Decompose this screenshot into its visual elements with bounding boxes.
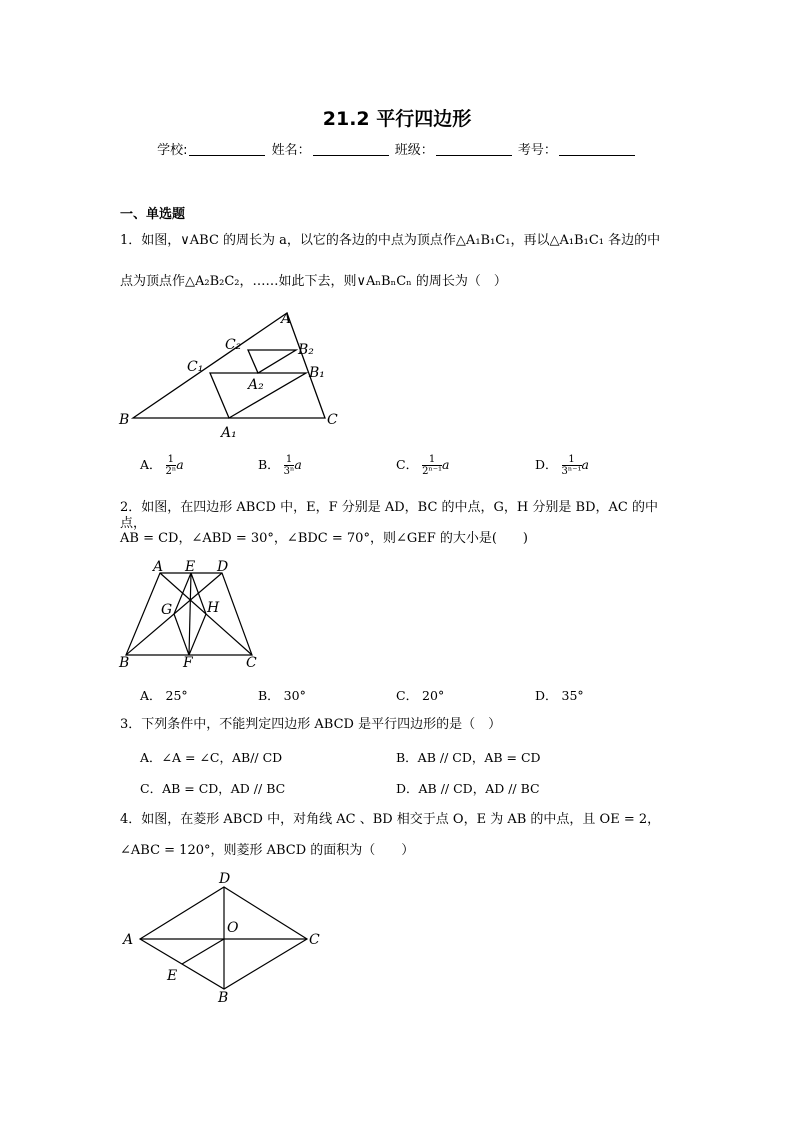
q1-line2: 点为顶点作△A₂B₂C₂，……如此下去，则∨AₙBₙCₙ 的周长为（ ） (120, 274, 507, 289)
label-c1: C₁ (187, 359, 204, 375)
triangle-abc (133, 313, 325, 418)
q2-option-d[interactable]: D． 35° (535, 688, 584, 703)
label-a: A (153, 559, 164, 575)
label-c: C (246, 655, 257, 671)
label-b: B (119, 655, 130, 671)
label-b: B (119, 412, 130, 428)
q2-line1: 2．如图，在四边形 ABCD 中，E，F 分别是 AD，BC 的中点，G，H 分别是 BD，AC 的中点， (120, 500, 658, 531)
label-f: F (183, 655, 193, 671)
q4-line1: 4．如图，在菱形 ABCD 中，对角线 AC 、BD 相交于点 O，E 为 AB 的中点，且 OE = 2， (120, 812, 661, 827)
q3-option-a[interactable]: A．∠A = ∠C，AB// CD (140, 750, 283, 765)
label-h: H (207, 600, 220, 616)
q1-line1: 1．如图，∨ABC 的周长为 a，以它的各边的中点为顶点作△A₁B₁C₁，再以△A₁B₁C₁ 各边的中 (120, 233, 661, 248)
q3-line1: 3．下列条件中，不能判定四边形 ABCD 是平行四边形的是（ ） (120, 717, 502, 732)
label-d: D (217, 559, 229, 575)
label-a1: A₁ (221, 425, 237, 441)
section-heading: 一、单选题 (120, 207, 186, 222)
class-label: 班级： (394, 143, 434, 158)
q2-quadrilateral-figure (115, 557, 275, 672)
page-title: 21.2 平行四边形 (322, 108, 472, 130)
label-g: G (161, 602, 173, 618)
q1-option-d[interactable]: D． $\frac{1}{\text{3ⁿ⁻¹}}$ a (535, 454, 589, 477)
q1-triangle-figure (115, 305, 355, 445)
name-label: 姓名： (271, 143, 311, 158)
school-label: 学校: (157, 143, 188, 158)
label-c: C (309, 932, 320, 948)
q2-option-c[interactable]: C． 20° (396, 688, 445, 703)
label-c2: C₂ (225, 337, 242, 353)
number-blank[interactable] (559, 143, 635, 156)
q3-option-b[interactable]: B．AB // CD，AB = CD (396, 750, 541, 765)
label-c: C (327, 412, 338, 428)
label-e: E (167, 968, 178, 984)
label-b1: B₁ (309, 365, 325, 381)
q2-line2: AB = CD，∠ABD = 30°，∠BDC = 70°，则∠GEF 的大小是( ) (120, 531, 529, 546)
student-info-bar (0, 139, 794, 158)
q1-option-a[interactable]: A． $\frac{1}{\text{2ⁿ}}$ a (140, 454, 184, 477)
label-a: A (281, 311, 292, 327)
label-e: E (185, 559, 196, 575)
triangle-a2b2c2 (248, 350, 296, 373)
number-label: 考号： (517, 143, 557, 158)
name-blank[interactable] (313, 143, 389, 156)
q4-rhombus-figure (115, 868, 330, 1008)
q1-option-b[interactable]: B． $\frac{1}{\text{3ⁿ}}$ a (258, 454, 302, 477)
q3-option-c[interactable]: C．AB = CD，AD // BC (140, 781, 286, 796)
label-a: A (123, 932, 134, 948)
label-d: D (219, 871, 231, 887)
label-a2: A₂ (248, 377, 264, 393)
q3-option-d[interactable]: D．AB // CD，AD // BC (396, 781, 540, 796)
q2-option-b[interactable]: B． 30° (258, 688, 306, 703)
school-blank[interactable] (189, 143, 265, 156)
label-b: B (218, 990, 229, 1006)
q1-option-c[interactable]: C． $\frac{1}{\text{2ⁿ⁻¹}}$ a (396, 454, 450, 477)
q2-option-a[interactable]: A． 25° (140, 688, 188, 703)
q4-line2: ∠ABC = 120°，则菱形 ABCD 的面积为（ ） (120, 843, 415, 858)
label-b2: B₂ (298, 342, 314, 358)
label-o: O (227, 920, 239, 936)
class-blank[interactable] (436, 143, 512, 156)
